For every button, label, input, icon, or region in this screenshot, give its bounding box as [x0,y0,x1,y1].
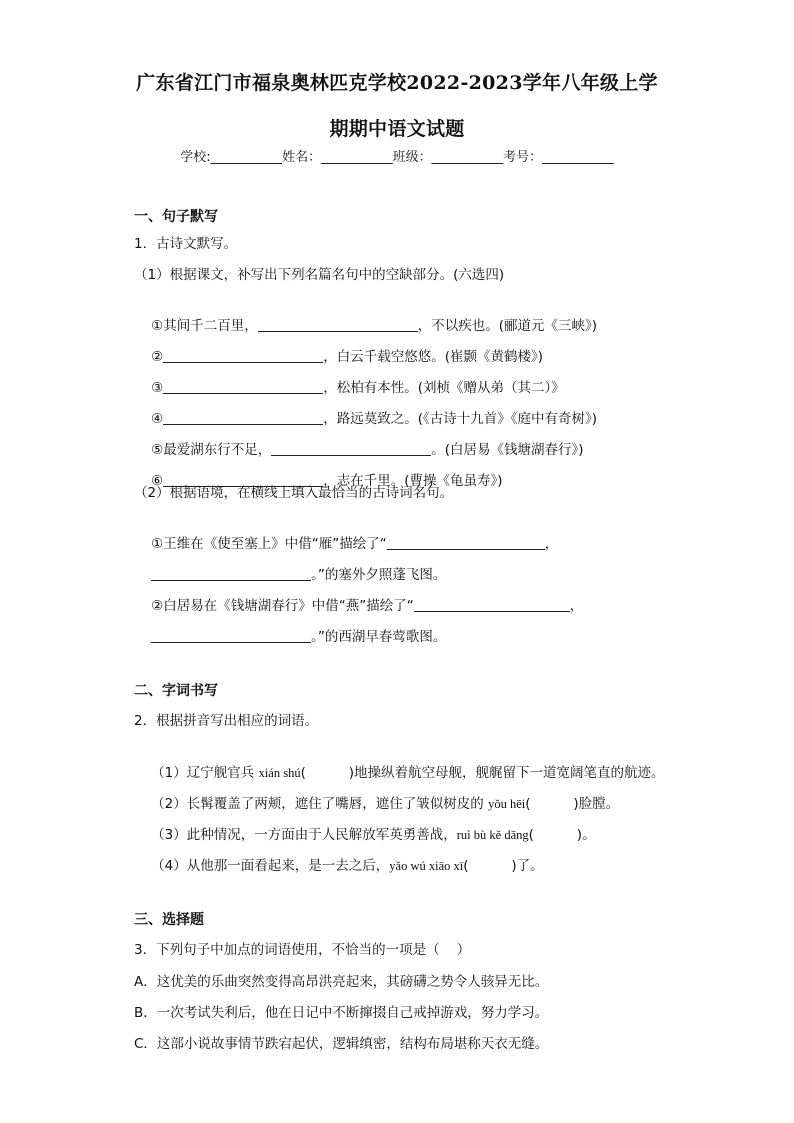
q1-item-5-prefix: ⑤最爱湖东行不足， [151,442,272,458]
q1-item-6-prefix: ⑥ [151,473,164,489]
q2-item-4-pinyin: yǎo wú xiāo xī [389,859,464,873]
q1-context-1-prefix: ①王维在《使至塞上》中借“雁”描绘了“ [151,536,387,552]
question-1-part-2: （2）根据语境，在横线上填入最恰当的古诗词名句。 [134,485,454,501]
q1-item-2-prefix: ② [151,349,164,365]
section-heading-1: 一、句子默写 [134,209,218,225]
q1-context-2-cont [134,607,446,667]
q1-context-1-suffix: 。”的塞外夕照蓬飞图。 [311,567,447,583]
q2-item-4-suffix: ( )了。 [463,858,544,874]
q2-item-3-suffix: ( )。 [528,827,596,843]
q2-item-1-prefix: （1）辽宁舰官兵 [151,765,259,781]
q1-item-4-suffix: ，路远莫致之。(《古诗十九首》《庭中有奇树》) [323,411,598,427]
q1-context-2-suffix: 。”的西湖早春莺歌图。 [311,629,447,645]
q2-item-4 [134,836,544,896]
section-heading-3: 三、选择题 [134,912,204,928]
q1-item-3-suffix: ，松柏有本性。(刘桢《赠从弟（其二）》 [323,380,565,396]
q3-option-a[interactable]: A．这优美的乐曲突然变得高昂洪亮起来，其磅礴之势令人骇异无比。 [134,974,549,990]
q3-option-c[interactable]: C．这部小说故事情节跌宕起伏，逻辑缜密，结构布局堪称天衣无缝。 [134,1036,549,1052]
q1-item-1-suffix: ，不以疾也。(郦道元《三峡》) [417,318,598,334]
q1-item-6-suffix: ，志在千里。(曹操《龟虽寿》) [323,473,503,489]
q2-item-2-prefix: （2）长髯覆盖了两颊，遮住了嘴唇，遮住了皱似树皮的 [151,796,489,812]
q2-item-2-suffix: ( )脸膛。 [525,796,620,812]
q1-item-5-suffix: 。(白居易《钱塘湖春行》) [431,442,584,458]
question-3-stem: 3．下列句子中加点的词语使用，不恰当的一项是（ ） [134,942,471,958]
q1-item-3-prefix: ③ [151,380,164,396]
section-heading-2: 二、字词书写 [134,683,218,699]
q2-item-2-pinyin: yǒu hēi [488,797,526,811]
answer-blank[interactable] [151,628,311,643]
page-title: 广东省江门市福泉奥林匹克学校2022-2023学年八年级上学 [136,72,658,94]
q1-context-2-comma: ， [569,598,584,614]
q1-item-1-prefix: ①其间千二百里， [151,318,258,334]
student-info-line: 学校:___________姓名：___________班级：___________考号：___________ [180,150,614,165]
q1-context-2-prefix: ②白居易在《钱塘湖春行》中借“燕”描绘了“ [151,598,414,614]
page-title-line2: 期期中语文试题 [329,118,465,140]
q1-item-4-prefix: ④ [151,411,164,427]
q3-option-b[interactable]: B．一次考试失利后，他在日记中不断撺掇自己戒掉游戏，努力学习。 [134,1005,549,1021]
q1-context-1-comma: ， [544,536,559,552]
q1-item-2-suffix: ，白云千载空悠悠。(崔颢《黄鹤楼》) [323,349,544,365]
q2-item-3-pinyin: ruì bù kě dāng [456,828,529,842]
question-1-part-1: （1）根据课文，补写出下列名篇名句中的空缺部分。(六选四) [134,267,505,283]
q2-item-4-prefix: （4）从他那一面看起来，是一去之后， [151,858,390,874]
q2-item-1-pinyin: xián shú [258,766,301,780]
question-1-stem: 1．古诗文默写。 [134,236,238,252]
q2-item-3-prefix: （3）此种情况，一方面由于人民解放军英勇善战， [151,827,457,843]
q2-item-1-suffix: ( )地操纵着航空母舰，舰艉留下一道宽阔笔直的航迹。 [300,765,665,781]
question-2-stem: 2．根据拼音写出相应的词语。 [134,713,319,729]
